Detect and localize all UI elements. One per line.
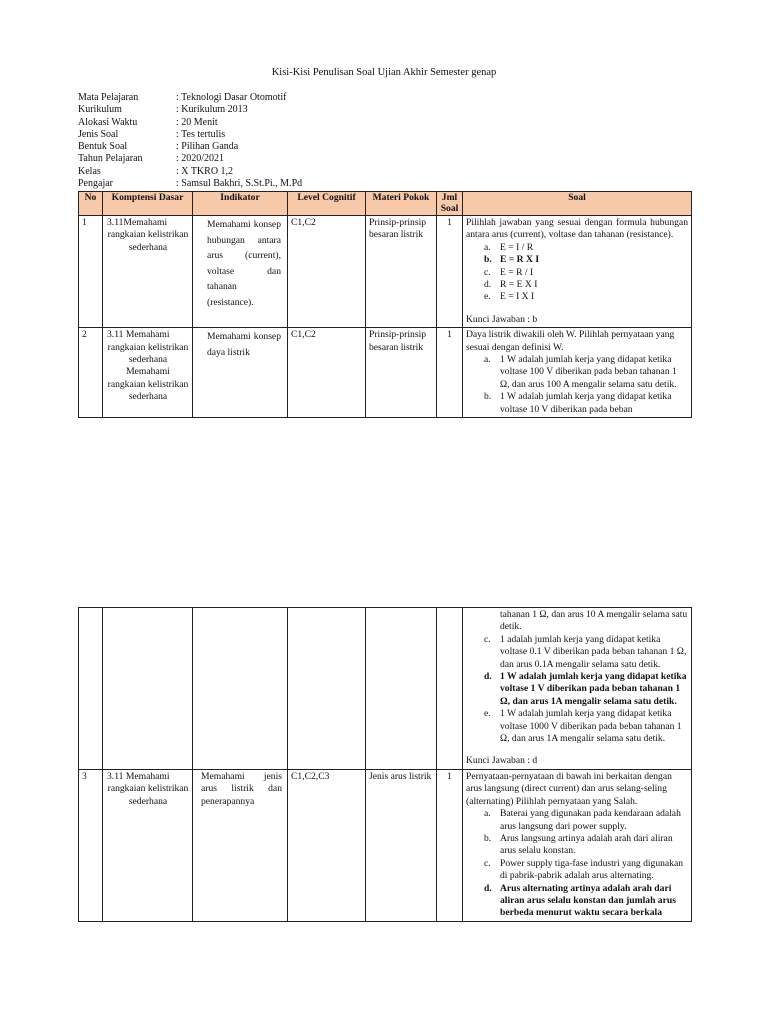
header-level-cognitif: Level Cognitif <box>288 192 366 216</box>
level-cell: C1,C2 <box>288 328 366 418</box>
meta-value: : X TKRO 1,2 <box>176 165 234 177</box>
kd-text: rangkaian kelistrikan sederhana <box>107 783 189 807</box>
option-item <box>484 241 688 254</box>
option-label: c. <box>484 633 491 645</box>
meta-label: Kurikulum <box>78 104 122 116</box>
option-item-correct <box>484 671 688 708</box>
option-label: a. <box>484 808 491 820</box>
option-text: 1 W adalah jumlah kerja yang didapat ketika voltase 1 V diberikan pada beban tahanan 1 Ω, dan arus 1A mengalir selama satu detik. <box>500 671 687 707</box>
jml-cell: 1 <box>437 216 463 328</box>
option-item <box>484 266 688 279</box>
meta-label: Mata Pelajaran <box>78 92 139 103</box>
materi-cell: Prinsip-prinsip besaran listrik <box>366 216 437 328</box>
option-item <box>484 279 688 291</box>
meta-value: : 2020/2021 <box>176 153 225 165</box>
meta-value: : Teknologi Dasar Otomotif <box>176 92 287 103</box>
indikator-cell: Memahami konsep daya listrik <box>193 328 288 418</box>
document-title: Kisi-Kisi Penulisan Soal Ujian Akhir Semester genap <box>271 67 497 78</box>
meta-label: Tahun Pelajaran <box>78 153 143 165</box>
kd-code: 3.11 Memahami <box>107 329 170 341</box>
table-row <box>79 328 692 418</box>
option-item-correct <box>484 882 688 920</box>
meta-row <box>78 141 302 153</box>
level-cell: C1,C2 <box>288 216 366 328</box>
meta-label: Bentuk Soal <box>78 141 128 153</box>
option-item <box>484 708 688 745</box>
row-number: 2 <box>79 328 103 418</box>
header-soal: Soal <box>463 192 692 216</box>
kd-code: 3.11Memahami <box>107 217 168 228</box>
meta-row <box>78 153 302 165</box>
option-text: Baterai yang digunakan pada kendaraan adalah arus langsung dari power supply. <box>500 808 681 832</box>
header-no: No <box>79 192 103 216</box>
meta-row <box>78 117 302 129</box>
header-row <box>79 192 692 216</box>
option-item <box>484 808 688 833</box>
option-text: 1 adalah jumlah kerja yang didapat ketika voltase 0.1 V diberikan pada beban tahanan 1 Ω, dan arus 0.1A mengalir selama satu detik. <box>500 633 687 670</box>
option-text: 1 W adalah jumlah kerja yang didapat ketika voltase 1000 V diberikan pada beban tahanan 1 Ω, dan arus 1A mengalir selama satu detik. <box>500 708 682 745</box>
meta-row <box>78 178 302 190</box>
option-list <box>466 242 688 304</box>
indikator-cell <box>193 608 288 770</box>
soal-cell <box>463 769 692 921</box>
row-number: 1 <box>79 216 103 328</box>
kd-text: rangkaian kelistrikan sederhana <box>107 229 189 253</box>
option-text: E = R X I <box>500 254 540 266</box>
meta-value: : 20 Menit <box>176 116 218 128</box>
option-label: c. <box>484 857 491 869</box>
indikator-cell: Memahami jenis arus listrik dan penerapannya <box>193 769 288 921</box>
meta-row <box>78 92 302 104</box>
option-label: d. <box>484 671 492 683</box>
option-text: R = E X I <box>500 279 538 291</box>
option-text: 1 W adalah jumlah kerja yang didapat ketika voltase 10 V diberikan pada beban <box>500 391 672 415</box>
kompetensi-dasar-cell <box>103 608 193 770</box>
meta-row <box>78 129 302 141</box>
header-kompetensi-dasar: Komptensi Dasar <box>103 192 193 216</box>
option-label: a. <box>484 241 491 253</box>
option-item <box>484 857 688 883</box>
option-label: b. <box>484 391 492 403</box>
option-text: Power supply tiga-fase industri yang digunakan di pabrik-pabrik adalah arus alternating. <box>500 857 684 882</box>
grid-table-page-2 <box>78 607 692 922</box>
option-list <box>466 808 688 920</box>
meta-info <box>78 92 302 190</box>
meta-row <box>78 104 302 116</box>
meta-row <box>78 166 302 178</box>
question-text: Daya listrik diwakili oleh W. Pilihlah pernyataan yang sesuai dengan definisi W. <box>466 329 675 353</box>
table-row-continued <box>79 608 692 770</box>
kompetensi-dasar-cell <box>103 328 193 418</box>
option-label: a. <box>484 354 491 366</box>
header-materi-pokok: Materi Pokok <box>366 192 437 216</box>
meta-label: Kelas <box>78 165 101 177</box>
option-text: E = I X I <box>500 291 535 303</box>
soal-cell <box>463 608 692 770</box>
meta-value: : Pilihan Ganda <box>176 141 239 153</box>
materi-cell <box>366 608 437 770</box>
table-row <box>79 216 692 328</box>
meta-label: Alokasi Waktu <box>78 116 138 128</box>
option-label: b. <box>484 832 492 844</box>
meta-label: Jenis Soal <box>78 128 119 140</box>
kompetensi-dasar-cell <box>103 216 193 328</box>
meta-value: : Tes tertulis <box>176 128 226 140</box>
option-item <box>484 832 688 858</box>
header-jml-soal: Jml Soal <box>437 192 463 216</box>
option-item <box>484 354 688 391</box>
option-item <box>484 291 688 303</box>
option-item <box>484 391 688 416</box>
level-cell: C1,C2,C3 <box>288 769 366 921</box>
soal-cell <box>463 328 692 418</box>
option-label: b. <box>484 254 492 266</box>
meta-value: : Kurikulum 2013 <box>176 104 248 116</box>
indikator-cell: Memahami konsep hubungan antara arus (current), voltase dan tahanan (resistance). <box>193 216 288 328</box>
meta-label: Pengajar <box>78 178 113 190</box>
jml-cell: 1 <box>437 328 463 418</box>
row-number: 3 <box>79 769 103 921</box>
option-label: d. <box>484 279 492 291</box>
kd-code: 3.11 Memahami <box>107 770 170 782</box>
kd-text: rangkaian kelistrikan sederhana Memahami rangkaian kelistrikan sederhana <box>107 341 189 403</box>
option-label: d. <box>484 882 492 894</box>
option-text: Arus langsung artinya adalah arah dari aliran arus selalu konstan. <box>500 832 673 857</box>
option-label: e. <box>484 708 491 720</box>
option-text: Arus alternating artinya adalah arah dari aliran arus selalu konstan dan jumlah arus berbeda menurut waktu secara berkala <box>500 882 676 919</box>
level-cell <box>288 608 366 770</box>
answer-key: Kunci Jawaban : b <box>466 313 538 325</box>
kompetensi-dasar-cell <box>103 769 193 921</box>
question-text: Pernyataan-pernyataan di bawah ini berkaitan dengan arus langsung (direct current) dan arus selang-seling (alternating) Pilihlah pernyataan yang Salah. <box>466 770 672 807</box>
materi-cell: Jenis arus listrik <box>366 769 437 921</box>
option-list <box>466 354 688 416</box>
grid-table-page-1 <box>78 191 692 418</box>
soal-cell <box>463 216 692 328</box>
option-text: tahanan 1 Ω, dan arus 10 A mengalir selama satu detik. <box>500 609 688 633</box>
jml-cell <box>437 608 463 770</box>
option-text: E = R / I <box>500 266 534 278</box>
option-item-continued <box>500 609 688 634</box>
option-text: 1 W adalah jumlah kerja yang didapat ketika voltase 100 V diberikan pada beban tahanan 1 Ω, dan arus 100 A mengalir selama satu detik. <box>500 354 677 390</box>
header-indikator: Indikator <box>193 192 288 216</box>
row-number <box>79 608 103 770</box>
jml-cell: 1 <box>437 769 463 921</box>
answer-key: Kunci Jawaban : d <box>466 755 538 767</box>
meta-value: : Samsul Bakhri, S.St.Pi., M.Pd <box>176 178 303 190</box>
materi-cell: Prinsip-prinsip besaran listrik <box>366 328 437 418</box>
option-item <box>484 633 688 671</box>
table-row <box>79 769 692 921</box>
option-item-correct <box>484 254 688 266</box>
option-label: c. <box>484 266 491 278</box>
question-text: Pilihlah jawaban yang sesuai dengan formula hubungan antara arus (current), voltase dan tahanan (resistance). <box>466 217 688 241</box>
option-label: e. <box>484 291 491 303</box>
option-text: E = I / R <box>500 241 534 253</box>
option-list <box>466 609 688 745</box>
